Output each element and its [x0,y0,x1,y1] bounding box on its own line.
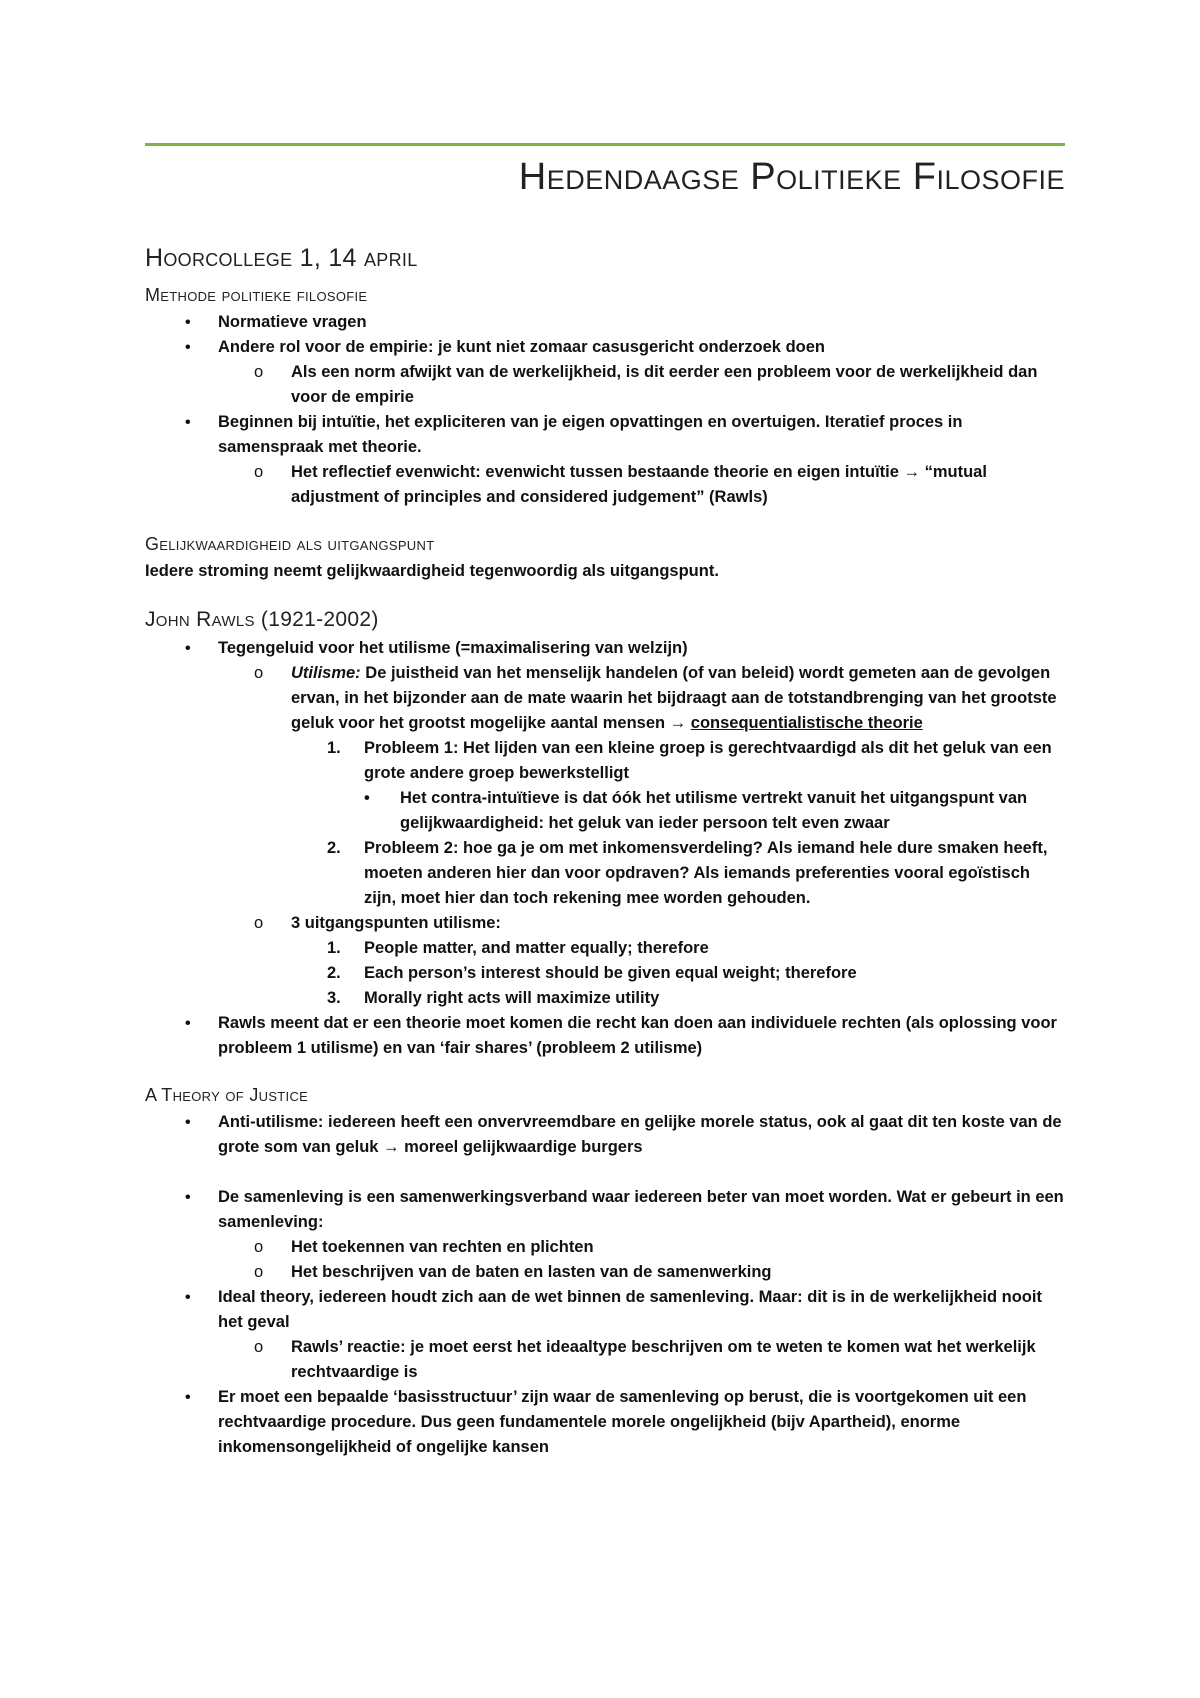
underlined-term: consequentialistische theorie [690,714,923,732]
item-number: 2. [327,964,341,982]
item-number: 3. [327,989,341,1007]
item-number: 2. [327,839,341,857]
item-number: 1. [327,939,341,957]
item-text: People matter, and matter equally; therefore [364,939,709,957]
list-item [145,410,1065,510]
header-rule [145,143,1065,146]
section-theory-of-justice [145,1085,1065,1460]
list-item [145,1185,1065,1285]
list-item-text: Beginnen bij intuïtie, het expliciteren van je eigen opvattingen en overtuigen. Iteratief proces in samenspraak met theorie. [218,413,963,456]
bullet-list [145,636,1065,1061]
term-label: Utilisme: [291,664,361,682]
document-body [145,244,1065,1484]
numbered-item [291,936,1065,961]
section-heading: Gelijkwaardigheid als uitgangspunt [145,534,435,554]
section-heading: A Theory of Justice [145,1085,309,1105]
sub-list [218,360,1065,410]
bullet-sub-list [364,786,1065,836]
sub-list-item: o Het reflectief evenwicht: evenwicht tussen bestaande theorie en eigen intuïtie → “mutual adjustment of principles and considered judgement” (Rawls) [218,460,1065,510]
section-rawls [145,608,1065,1061]
sub-list [218,1235,1065,1285]
numbered-list [291,936,1065,1011]
list-item-text: De samenleving is een samenwerkingsverband waar iedereen beter van moet worden. Wat er gebeurt in een samenleving: [218,1188,1064,1231]
list-item: • Rawls meent dat er een theorie moet komen die recht kan doen aan individuele rechten (als oplossing voor probleem 1 utilisme) en van ‘fair shares’ (probleem 2 utilisme) [145,1011,1065,1061]
bullet-list [145,310,1065,510]
item-text: Each person’s interest should be given equal weight; therefore [364,964,857,982]
list-item [145,1285,1065,1385]
lecture-heading: Hoorcollege 1, 14 april [145,244,418,272]
sub-list-item: o Rawls’ reactie: je moet eerst het ideaaltype beschrijven om te weten te komen wat het werkelijk rechtvaardige is [218,1335,1065,1385]
numbered-item [291,986,1065,1011]
numbered-item [291,736,1065,836]
numbered-item [291,961,1065,986]
list-item [145,335,1065,410]
list-item: • Er moet een bepaalde ‘basisstructuur’ zijn waar de samenleving op berust, die is voortgekomen uit een rechtvaardige procedure. Dus geen fundamentele morele ongelijkheid (bijv Apartheid), enorme inkomensongelijkheid of ongelijke kansen [145,1385,1065,1460]
list-item: • Normatieve vragen [145,310,1065,335]
sub-list-item [218,661,1065,911]
sub-list-item: o Als een norm afwijkt van de werkelijkheid, is dit eerder een probleem voor de werkelijkheid dan voor de empirie [218,360,1065,410]
section-heading: Methode politieke filosofie [145,285,368,305]
list-item-text: 3 uitgangspunten utilisme: [291,914,501,932]
sub-list-item: o Het toekennen van rechten en plichten [218,1235,1065,1260]
list-item-text: Ideal theory, iedereen houdt zich aan de wet binnen de samenleving. Maar: dit is in de werkelijkheid nooit het geval [218,1288,1042,1331]
sub-list [218,1335,1065,1385]
document-title: Hedendaagse Politieke Filosofie [518,156,1065,198]
section-gelijkwaardigheid [145,534,1065,584]
numbered-item [291,836,1065,911]
sub-list [218,460,1065,510]
item-text: Probleem 2: hoe ga je om met inkomensverdeling? Als iemand hele dure smaken heeft, moeten anderen hier dan voor opdraven? Als iemands preferenties vooral egoïstisch zijn, moet hier dan toch rekening mee worden gehouden. [364,839,1048,907]
paragraph: Iedere stroming neemt gelijkwaardigheid tegenwoordig als uitgangspunt. [145,562,719,580]
list-item-text: Tegengeluid voor het utilisme (=maximalisering van welzijn) [218,639,688,657]
section-methode [145,285,1065,510]
definition-text: De juistheid van het menselijk handelen (of van beleid) wordt gemeten aan de gevolgen ervan, in het bijzonder aan de mate waarin het bijdraagt aan de totstandbrenging van het grootste geluk voor het grootst mogelijke aantal mensen → [291,664,1057,732]
sub-list-item: o Het beschrijven van de baten en lasten van de samenwerking [218,1260,1065,1285]
sub-list [218,661,1065,1011]
list-item: • Anti-utilisme: iedereen heeft een onvervreemdbare en gelijke morele status, ook al gaat dit ten koste van de grote som van geluk → moreel gelijkwaardige burgers [145,1110,1065,1160]
sub-list-item [218,911,1065,1011]
item-text: Probleem 1: Het lijden van een kleine groep is gerechtvaardigd als dit het geluk van een grote andere groep bewerkstelligt [364,739,1052,782]
item-number: 1. [327,739,341,757]
bullet-list [145,1110,1065,1460]
numbered-list [291,736,1065,911]
list-item-text: Andere rol voor de empirie: je kunt niet zomaar casusgericht onderzoek doen [218,338,825,356]
section-heading: John Rawls (1921-2002) [145,608,379,631]
item-text: Morally right acts will maximize utility [364,989,660,1007]
list-item [145,636,1065,1011]
list-item: • Het contra-intuïtieve is dat óók het utilisme vertrekt vanuit het uitgangspunt van gelijkwaardigheid: het geluk van ieder persoon telt even zwaar [364,786,1065,836]
